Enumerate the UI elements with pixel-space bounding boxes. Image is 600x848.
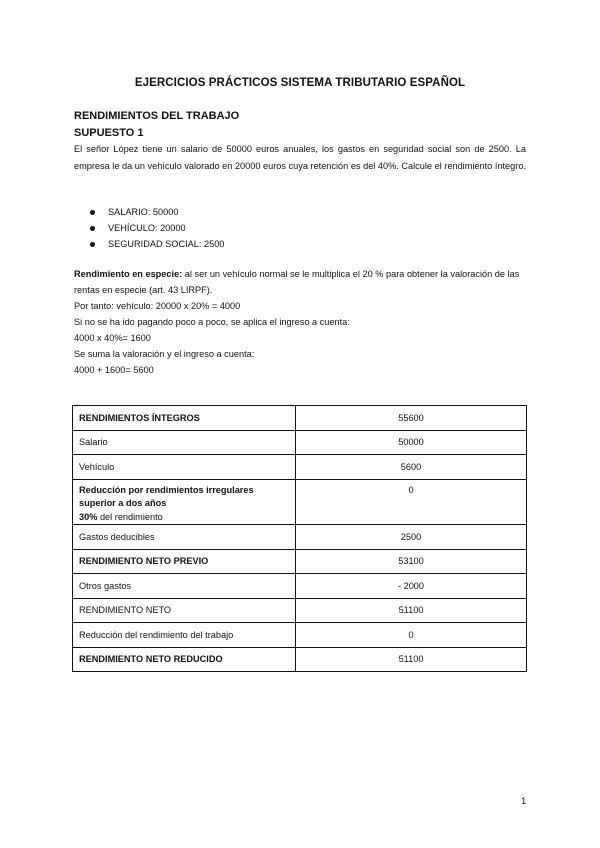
row-label: Reducción del rendimiento del trabajo (73, 623, 296, 648)
table-row (73, 598, 527, 623)
row-value: 55600 (296, 406, 527, 431)
row-label: RENDIMIENTOS ÍNTEGROS (73, 406, 296, 431)
table-row (73, 574, 527, 599)
bullet-item (74, 204, 224, 220)
table-row (73, 647, 527, 672)
explanation-label: Rendimiento en especie: (74, 269, 183, 279)
row-label: Salario (73, 430, 296, 455)
explanation-text: al ser un vehículo normal se le multiplica el 20 % para obtener la valoración de las rentas en especie (art. 43 LIRPF). (74, 269, 520, 295)
row-label: RENDIMIENTO NETO REDUCIDO (73, 647, 296, 672)
explanation-line: Por tanto: vehículo: 20000 x 20% = 4000 (74, 301, 241, 311)
row-label-percent: 30% (79, 511, 98, 522)
table-row (73, 455, 527, 480)
explanation-line: 4000 + 1600= 5600 (74, 365, 154, 375)
row-label-line: superior a dos años (79, 498, 167, 508)
row-label-rest: del rendimiento (97, 511, 163, 522)
table-row (73, 549, 527, 574)
bullet-dot-icon (90, 210, 95, 215)
row-label (73, 479, 296, 525)
section-title: RENDIMIENTOS DEL TRABAJO (74, 110, 240, 122)
row-label: Vehículo (73, 455, 296, 480)
bullet-dot-icon (90, 242, 95, 247)
page-number: 1 (521, 796, 527, 807)
row-value: 50000 (296, 430, 527, 455)
page-title: EJERCICIOS PRÁCTICOS SISTEMA TRIBUTARIO ESPAÑOL (134, 77, 466, 89)
bullet-text: VEHÍCULO: 20000 (108, 223, 186, 233)
table-row (73, 406, 527, 431)
explanation-line: Se suma la valoración y el ingreso a cuenta: (74, 349, 255, 359)
row-label-line: Reducción por rendimientos irregulares (79, 484, 254, 495)
row-value: - 2000 (296, 574, 527, 599)
row-label: RENDIMIENTO NETO PREVIO (73, 549, 296, 574)
table-row (73, 479, 527, 525)
bullet-text: SEGURIDAD SOCIAL: 2500 (108, 239, 225, 249)
explanation-block (74, 266, 529, 378)
explanation-line: 4000 x 40%= 1600 (74, 333, 151, 343)
table-row (73, 623, 527, 648)
results-table (72, 405, 527, 672)
row-value: 0 (296, 623, 527, 648)
row-value: 5600 (296, 455, 527, 480)
row-value: 51100 (296, 598, 527, 623)
data-bullet-list (74, 204, 224, 252)
row-label: Gastos deducibles (73, 525, 296, 550)
row-value: 51100 (296, 647, 527, 672)
case-title: SUPUESTO 1 (74, 127, 144, 139)
problem-statement: El señor López tiene un salario de 50000 euros anuales, los gastos en seguridad social son de 2500. La empresa le da un vehículo valorado en 20000 euros cuya retención es del 40%. Calcule el rendimiento íntegro. (74, 144, 526, 171)
table-row (73, 430, 527, 455)
row-label: Otros gastos (73, 574, 296, 599)
explanation-line: Si no se ha ido pagando poco a poco, se aplica el ingreso a cuenta: (74, 317, 350, 327)
explanation-intro (74, 266, 529, 298)
bullet-dot-icon (90, 226, 95, 231)
row-value: 0 (296, 479, 527, 525)
row-value: 53100 (296, 549, 527, 574)
row-label: RENDIMIENTO NETO (73, 598, 296, 623)
row-value: 2500 (296, 525, 527, 550)
table-row (73, 525, 527, 550)
bullet-text: SALARIO: 50000 (108, 207, 179, 217)
bullet-item (74, 236, 224, 252)
bullet-item (74, 220, 224, 236)
